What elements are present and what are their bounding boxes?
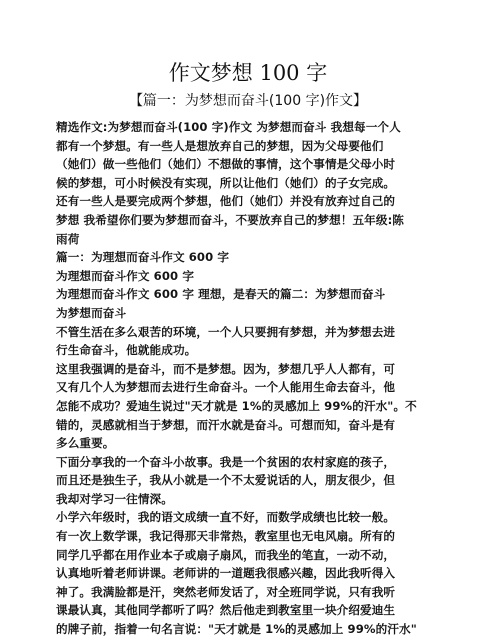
- body-line: 而且还是独生子，我从小就是一个不太爱说话的人，朋友很少，但: [56, 473, 396, 488]
- body-line: 错的，灵感就相当于梦想，而汗水就是奋斗。可想而知，奋斗是有: [56, 417, 396, 432]
- body-line: 还有一些人是要完成两个梦想，他们（她们）并没有放弃过自己的: [56, 194, 396, 209]
- body-line: 神了。我满脸都是汗，突然老师发话了，对全班同学说，只有我听: [56, 584, 396, 599]
- body-line: 课最认真，其他同学都听了吗？然后他走到教室里一块介绍爱迪生: [56, 603, 396, 618]
- document-title: 作文梦想 100 字: [168, 61, 328, 85]
- body-line: 篇一：为理想而奋斗作文 600 字: [56, 250, 230, 265]
- body-line: 有一次上数学课，我记得那天非常热，教室里也无电风扇。所有的: [56, 529, 396, 544]
- body-line: 怎能不成功？爱迪生说过"天才就是 1%的灵感加上 99%的汗水"。不: [56, 398, 417, 413]
- body-line: 我却对学习一往情深。: [56, 491, 173, 506]
- body-line: （她们）做一些他们（她们）不想做的事情，这个事情是父母小时: [56, 157, 396, 172]
- body-line: 为理想而奋斗作文 600 字: [56, 268, 195, 283]
- body-line: 这里我强调的是奋斗，而不是梦想。因为，梦想几乎人人都有，可: [56, 361, 396, 376]
- body-line: 小学六年级时，我的语文成绩一直不好，而数学成绩也比较一般。: [56, 510, 396, 525]
- body-line: 精选作文:为梦想而奋斗(100 字)作文 为梦想而奋斗 我想每一个人: [56, 120, 401, 134]
- body-line: 为梦想而奋斗: [56, 305, 127, 320]
- document-body: [56, 118, 452, 639]
- body-line: 同学几乎都在用作业本子或扇子扇风，而我坐的笔直，一动不动，: [56, 547, 396, 562]
- body-line: 的牌子前，指着一句名言说："天才就是 1%的灵感加上 99%的汗水": [56, 622, 417, 637]
- body-line: 不管生活在多么艰苦的环境，一个人只要拥有梦想，并为梦想去进: [56, 324, 396, 339]
- body-line: 下面分享我的一个奋斗小故事。我是一个贫困的农村家庭的孩子，: [56, 454, 396, 469]
- body-line: 梦想 我希望你们要为梦想而奋斗，不要放弃自己的梦想！五年级:陈: [56, 212, 404, 227]
- body-line: 认真地听着老师讲课。老师讲的一道题我很感兴趣，因此我听得入: [56, 566, 396, 581]
- body-line: 雨荷: [56, 231, 80, 246]
- document-subtitle: 【篇一：为梦想而奋斗(100 字)作文】: [128, 93, 368, 109]
- body-line: 为理想而奋斗作文 600 字 理想，是春天的篇二：为梦想而奋斗: [56, 287, 386, 302]
- body-line: 行生命奋斗，他就能成功。: [56, 343, 197, 358]
- body-line: 多么重要。: [56, 436, 115, 451]
- body-line: 又有几个人为梦想而去进行生命奋斗。一个人能用生命去奋斗，他: [56, 380, 396, 395]
- body-line: 候的梦想，可小时候没有实现，所以让他们（她们）的子女完成。: [56, 175, 396, 190]
- body-line: 都有一个梦想。有一些人是想放弃自己的梦想，因为父母要他们: [56, 138, 384, 153]
